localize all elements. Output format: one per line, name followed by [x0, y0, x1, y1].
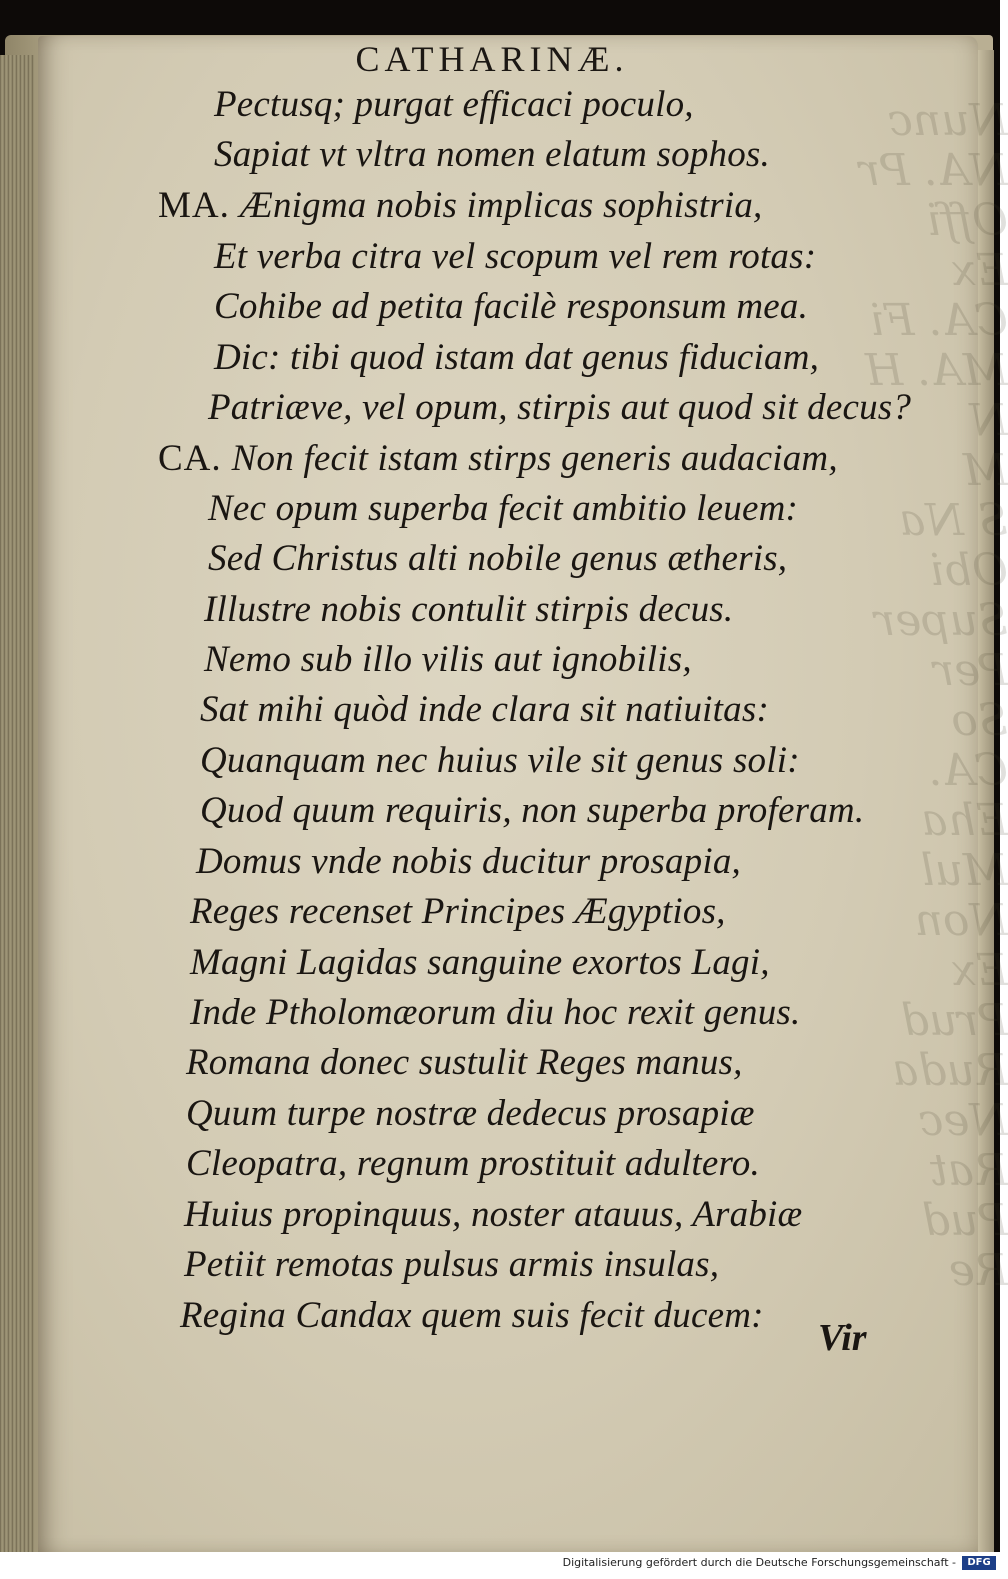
- verse-text: Domus vnde nobis ducitur prosapia,: [196, 841, 741, 882]
- verse-line: [214, 285, 808, 328]
- verse-text: Sapiat vt vltra nomen elatum sophos.: [214, 134, 770, 175]
- verse-text: Patriæve, vel opum, stirpis aut quod sit decus?: [208, 387, 912, 428]
- verse-line: [214, 336, 819, 379]
- verse-text: Sed Christus alti nobile genus ætheris,: [208, 538, 788, 579]
- verse-text: Quanquam nec huius vile sit genus soli:: [200, 740, 800, 781]
- verse-line: [190, 890, 726, 933]
- verse-text: Romana donec sustulit Reges manus,: [186, 1042, 743, 1083]
- verse-line: [186, 1041, 743, 1084]
- verse-line: [214, 235, 816, 278]
- verse-text: Quum turpe nostræ dedecus prosapiæ: [186, 1093, 755, 1134]
- verse-text: Non fecit istam stirps generis audaciam,: [231, 438, 838, 479]
- verse-text: Inde Ptholomæorum diu hoc rexit genus.: [190, 992, 801, 1033]
- verse-text: Regina Candax quem suis fecit ducem:: [180, 1295, 764, 1336]
- dfg-logo: DFG: [962, 1556, 996, 1570]
- verse-line: [204, 638, 692, 681]
- verse-text: Nemo sub illo vilis aut ignobilis,: [204, 639, 692, 680]
- bleed-through: Nunc NA. Pr Offi Ex CA. Fi MA. H N M S Na Obi Super Per So CA. Eha Mul Non Ex Prud Ruda Nec Rat Pud Re: [859, 95, 1008, 1296]
- verse-text: Quod quum requiris, non superba proferam.: [200, 790, 865, 831]
- verse-text: Petiit remotas pulsus armis insulas,: [184, 1244, 720, 1285]
- verse-line: [196, 840, 741, 883]
- catchword: Vir: [818, 1317, 867, 1359]
- verse-line: [214, 133, 770, 176]
- verse-line: [204, 588, 733, 631]
- verse-line: [200, 739, 800, 782]
- verse-line: [190, 991, 800, 1034]
- speaker-label: MA.: [158, 185, 230, 226]
- verse-text: Sat mihi quòd inde clara sit natiuitas:: [200, 689, 769, 730]
- verse-text: Nec opum superba fecit ambitio leuem:: [208, 488, 799, 529]
- verse-line: [200, 688, 769, 731]
- page-edges: [0, 55, 34, 1552]
- verse-line: [158, 184, 762, 227]
- verse-text: Reges recenset Principes Ægyptios,: [190, 891, 726, 932]
- running-head: CATHARINÆ.: [355, 39, 629, 79]
- verse-line: [186, 1092, 755, 1135]
- verse-line: [158, 437, 838, 480]
- speaker-label: CA.: [158, 438, 222, 479]
- verse-line: [200, 789, 864, 832]
- verse-text: Et verba citra vel scopum vel rem rotas:: [214, 236, 817, 277]
- verse-line: [208, 537, 787, 580]
- verse-line: [208, 487, 798, 530]
- verse-text: Cohibe ad petita facilè responsum mea.: [214, 286, 809, 327]
- verse-line: [184, 1243, 719, 1286]
- verse-line: [184, 1193, 802, 1236]
- verse-text: Magni Lagidas sanguine exortos Lagi,: [190, 942, 770, 983]
- verse-line: [208, 386, 911, 429]
- verse-line: [214, 83, 694, 126]
- digitization-credit: Digitalisierung gefördert durch die Deutsche Forschungsgemeinschaft -: [562, 1556, 956, 1569]
- verse-line: [180, 1294, 764, 1337]
- verse-text: Illustre nobis contulit stirpis decus.: [204, 589, 734, 630]
- verse-text: Ænigma nobis implicas sophistria,: [239, 185, 763, 226]
- verse-text: Huius propinquus, noster atauus, Arabiæ: [184, 1194, 803, 1235]
- verse-line: [186, 1142, 760, 1185]
- verse-text: Dic: tibi quod istam dat genus fiduciam,: [214, 337, 820, 378]
- verse-line: [190, 941, 770, 984]
- verse-text: Pectusq; purgat efficaci poculo,: [214, 84, 694, 125]
- verse-text: Cleopatra, regnum prostituit adultero.: [186, 1143, 760, 1184]
